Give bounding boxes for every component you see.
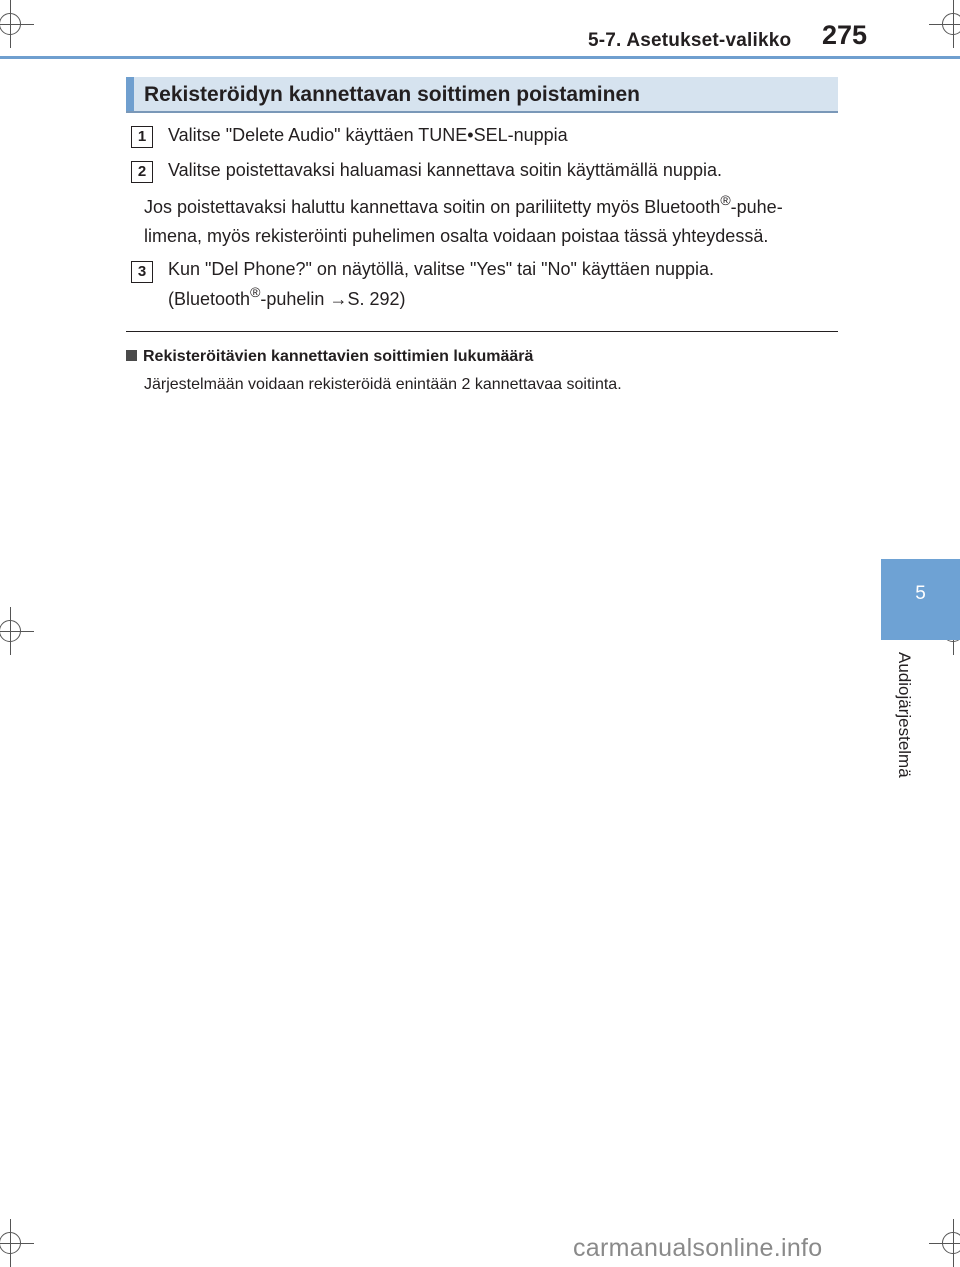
step-3-badge: 3 [131,261,153,283]
step-3-line-2-b: -puhelin →S. 292) [260,289,406,309]
crop-mark-top-left [0,13,21,35]
step-3-text-line-1: Kun "Del Phone?" on näytöllä, valitse "Yes" tai "No" käyttäen nuppia. [168,259,715,279]
page-number: 275 [822,20,868,50]
step-3-line-2-a: (Bluetooth [168,289,251,309]
step-1-text: Valitse "Delete Audio" käyttäen TUNE•SEL-nuppia [168,125,568,145]
section-title-bar [126,77,838,113]
crop-mark-bottom-left [0,1232,21,1254]
chapter-tab-number: 5 [915,583,926,604]
crop-mark-top-right [942,13,960,35]
step-1-badge: 1 [131,126,153,148]
note-line-1-b: -puhe- [730,197,783,217]
step-3-text-line-2 [168,284,406,310]
crop-mark-bottom-right [942,1232,960,1254]
step-2-badge: 2 [131,161,153,183]
info-heading [126,348,533,366]
registered-mark: ® [250,284,261,300]
section-divider [126,331,838,332]
title-accent [126,77,134,111]
square-bullet-icon [126,350,137,361]
header-rule [0,56,960,59]
note-line-2: limena, myös rekisteröinti puhelimen osalta voidaan poistaa tässä yhteydessä. [144,226,769,246]
header-section-label: 5-7. Asetukset-valikko [588,30,792,51]
chapter-tab [881,559,960,640]
note-line-1 [144,192,783,218]
section-title: Rekisteröidyn kannettavan soittimen poistaminen [144,83,640,106]
watermark: carmanualsonline.info [573,1234,823,1262]
step-2-text: Valitse poistettavaksi haluamasi kannettava soitin käyttämällä nuppia. [168,160,722,180]
registered-mark: ® [720,192,731,208]
crop-mark-middle-left [0,620,21,642]
note-line-1-a: Jos poistettavaksi haluttu kannettava soitin on pariliitetty myös Bluetooth [144,197,721,217]
info-heading-text: Rekisteröitävien kannettavien soittimien lukumäärä [143,348,534,365]
chapter-tab-label: Audiojärjestelmä [895,652,914,778]
info-text: Järjestelmään voidaan rekisteröidä enintään 2 kannettavaa soitinta. [144,376,622,393]
